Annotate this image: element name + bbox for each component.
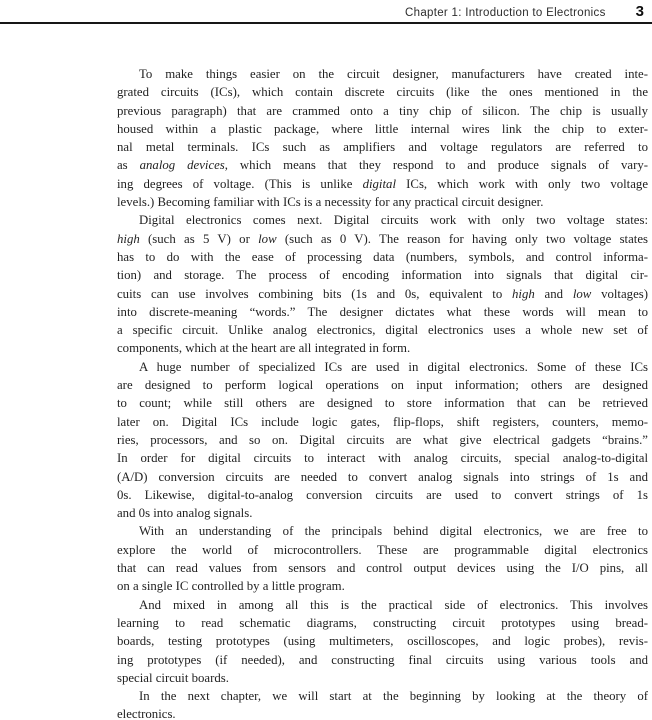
body-text: tion) and storage. The process of encoding information into signals that digital cir- xyxy=(117,268,648,283)
text-line xyxy=(117,431,648,449)
body-text: voltages) xyxy=(591,286,648,301)
body-text: previous paragraph) that are crammed onto a tiny chip of silicon. The chip is usually xyxy=(117,103,648,118)
body-text: levels.) Becoming familiar with ICs is a necessity for any practical circuit designer. xyxy=(117,195,544,210)
page-number: 3 xyxy=(635,3,644,20)
body-text: boards, testing prototypes (using multimeters, oscilloscopes, and logic probes), revis- xyxy=(117,634,648,649)
text-line xyxy=(117,394,648,412)
text-line xyxy=(117,504,648,522)
text-line xyxy=(117,541,648,559)
body-text: , which means that they respond to and produce signals of vary- xyxy=(224,158,648,173)
text-line xyxy=(117,285,648,303)
body-text: And mixed in among all this is the practical side of electronics. This involves xyxy=(139,597,648,612)
text-line xyxy=(117,339,648,357)
text-line xyxy=(117,705,648,720)
body-text: cuits can use involves combining bits (1s and 0s, equivalent to xyxy=(117,286,513,301)
text-line xyxy=(117,303,648,321)
body-text: special circuit boards. xyxy=(117,670,229,685)
body-text: on a single IC controlled by a little program. xyxy=(117,579,345,594)
body-text: has to do with the ease of processing data (numbers, symbols, and control informa- xyxy=(117,249,648,264)
page-body xyxy=(117,65,648,720)
italic-text: low xyxy=(258,231,277,246)
text-line xyxy=(117,559,648,577)
body-text: and 0s into analog signals. xyxy=(117,506,253,521)
body-text: a specific circuit. Unlike analog electronics, digital electronics uses a whole new set of xyxy=(117,323,648,338)
body-text: housed within a plastic package, where little internal wires link the chip to exter- xyxy=(117,121,648,136)
body-text: ries, processors, and so on. Digital circuits are what give electrical gadgets “brains.” xyxy=(117,432,648,447)
text-line xyxy=(117,230,648,248)
text-line xyxy=(117,468,648,486)
body-text: (such as 0 V). The reason for having only two voltage states xyxy=(276,231,648,246)
body-text: A huge number of specialized ICs are used in digital electronics. Some of these ICs xyxy=(139,359,648,374)
body-text: explore the world of microcontrollers. These are programmable digital electronics xyxy=(117,542,648,557)
body-text: that can read values from sensors and control output devices using the I/O pins, all xyxy=(117,561,648,576)
body-text: 0s. Likewise, digital-to-analog conversion circuits are used to convert strings of 1s xyxy=(117,487,648,502)
body-text: Digital electronics comes next. Digital circuits work with only two voltage states: xyxy=(139,213,648,228)
text-line xyxy=(117,102,648,120)
body-text: With an understanding of the principals behind digital electronics, we are free to xyxy=(139,524,648,539)
body-text: nal metal terminals. ICs such as amplifiers and voltage regulators are referred to xyxy=(117,140,648,155)
body-text: as xyxy=(117,158,140,173)
italic-text: high xyxy=(512,286,535,301)
italic-text: high xyxy=(117,231,140,246)
body-text: learning to read schematic diagrams, constructing circuit prototypes using bread- xyxy=(117,615,648,630)
body-text: ing prototypes (if needed), and constructing final circuits using various tools and xyxy=(117,652,648,667)
text-line xyxy=(117,266,648,284)
text-line xyxy=(117,321,648,339)
text-line xyxy=(117,577,648,595)
text-line xyxy=(117,522,648,540)
body-text: ICs, which work with only two voltage xyxy=(396,176,648,191)
body-text: (A/D) conversion circuits are needed to convert analog signals into strings of 1s and xyxy=(117,469,648,484)
body-text: into discrete-meaning “words.” The designer dictates what these words will mean to xyxy=(117,304,648,319)
text-line xyxy=(117,632,648,650)
body-text: In order for digital circuits to interact with analog circuits, special analog-to-digital xyxy=(117,451,648,466)
text-line xyxy=(117,175,648,193)
text-line xyxy=(117,486,648,504)
text-line xyxy=(117,138,648,156)
text-line xyxy=(117,193,648,211)
body-text: to count; while still others are designed to store information that can be retrieved xyxy=(117,396,648,411)
text-line xyxy=(117,376,648,394)
text-line xyxy=(117,614,648,632)
body-text: grated circuits (ICs), which contain discrete circuits (like the ones mentioned in the xyxy=(117,85,648,100)
body-text: are designed to perform logical operations on input information; others are designed xyxy=(117,378,648,393)
text-line xyxy=(117,449,648,467)
body-text: components, which at the heart are all integrated in form. xyxy=(117,341,411,356)
italic-text: analog devices xyxy=(139,158,225,173)
italic-text: low xyxy=(572,286,592,301)
chapter-title: Chapter 1: Introduction to Electronics xyxy=(405,7,606,19)
text-line xyxy=(117,211,648,229)
text-line xyxy=(117,651,648,669)
text-line xyxy=(117,83,648,101)
header-rule xyxy=(0,22,652,24)
text-line xyxy=(117,156,648,174)
body-text: To make things easier on the circuit designer, manufacturers have created inte- xyxy=(139,67,648,81)
text-line xyxy=(117,120,648,138)
text-line xyxy=(117,248,648,266)
italic-text: digital xyxy=(362,176,396,191)
body-text: electronics. xyxy=(117,707,176,720)
body-text: ing degrees of voltage. (This is unlike xyxy=(117,176,363,191)
text-line xyxy=(117,413,648,431)
body-text: In the next chapter, we will start at the beginning by looking at the theory of xyxy=(139,689,648,704)
text-line xyxy=(117,358,648,376)
body-text: (such as 5 V) or xyxy=(139,231,259,246)
running-head xyxy=(0,0,652,20)
text-line xyxy=(117,687,648,705)
body-text: later on. Digital ICs include logic gates, flip-flops, shift registers, counters, memo- xyxy=(117,414,648,429)
text-line xyxy=(117,596,648,614)
text-line xyxy=(117,65,648,83)
text-line xyxy=(117,669,648,687)
body-text: and xyxy=(534,286,573,301)
